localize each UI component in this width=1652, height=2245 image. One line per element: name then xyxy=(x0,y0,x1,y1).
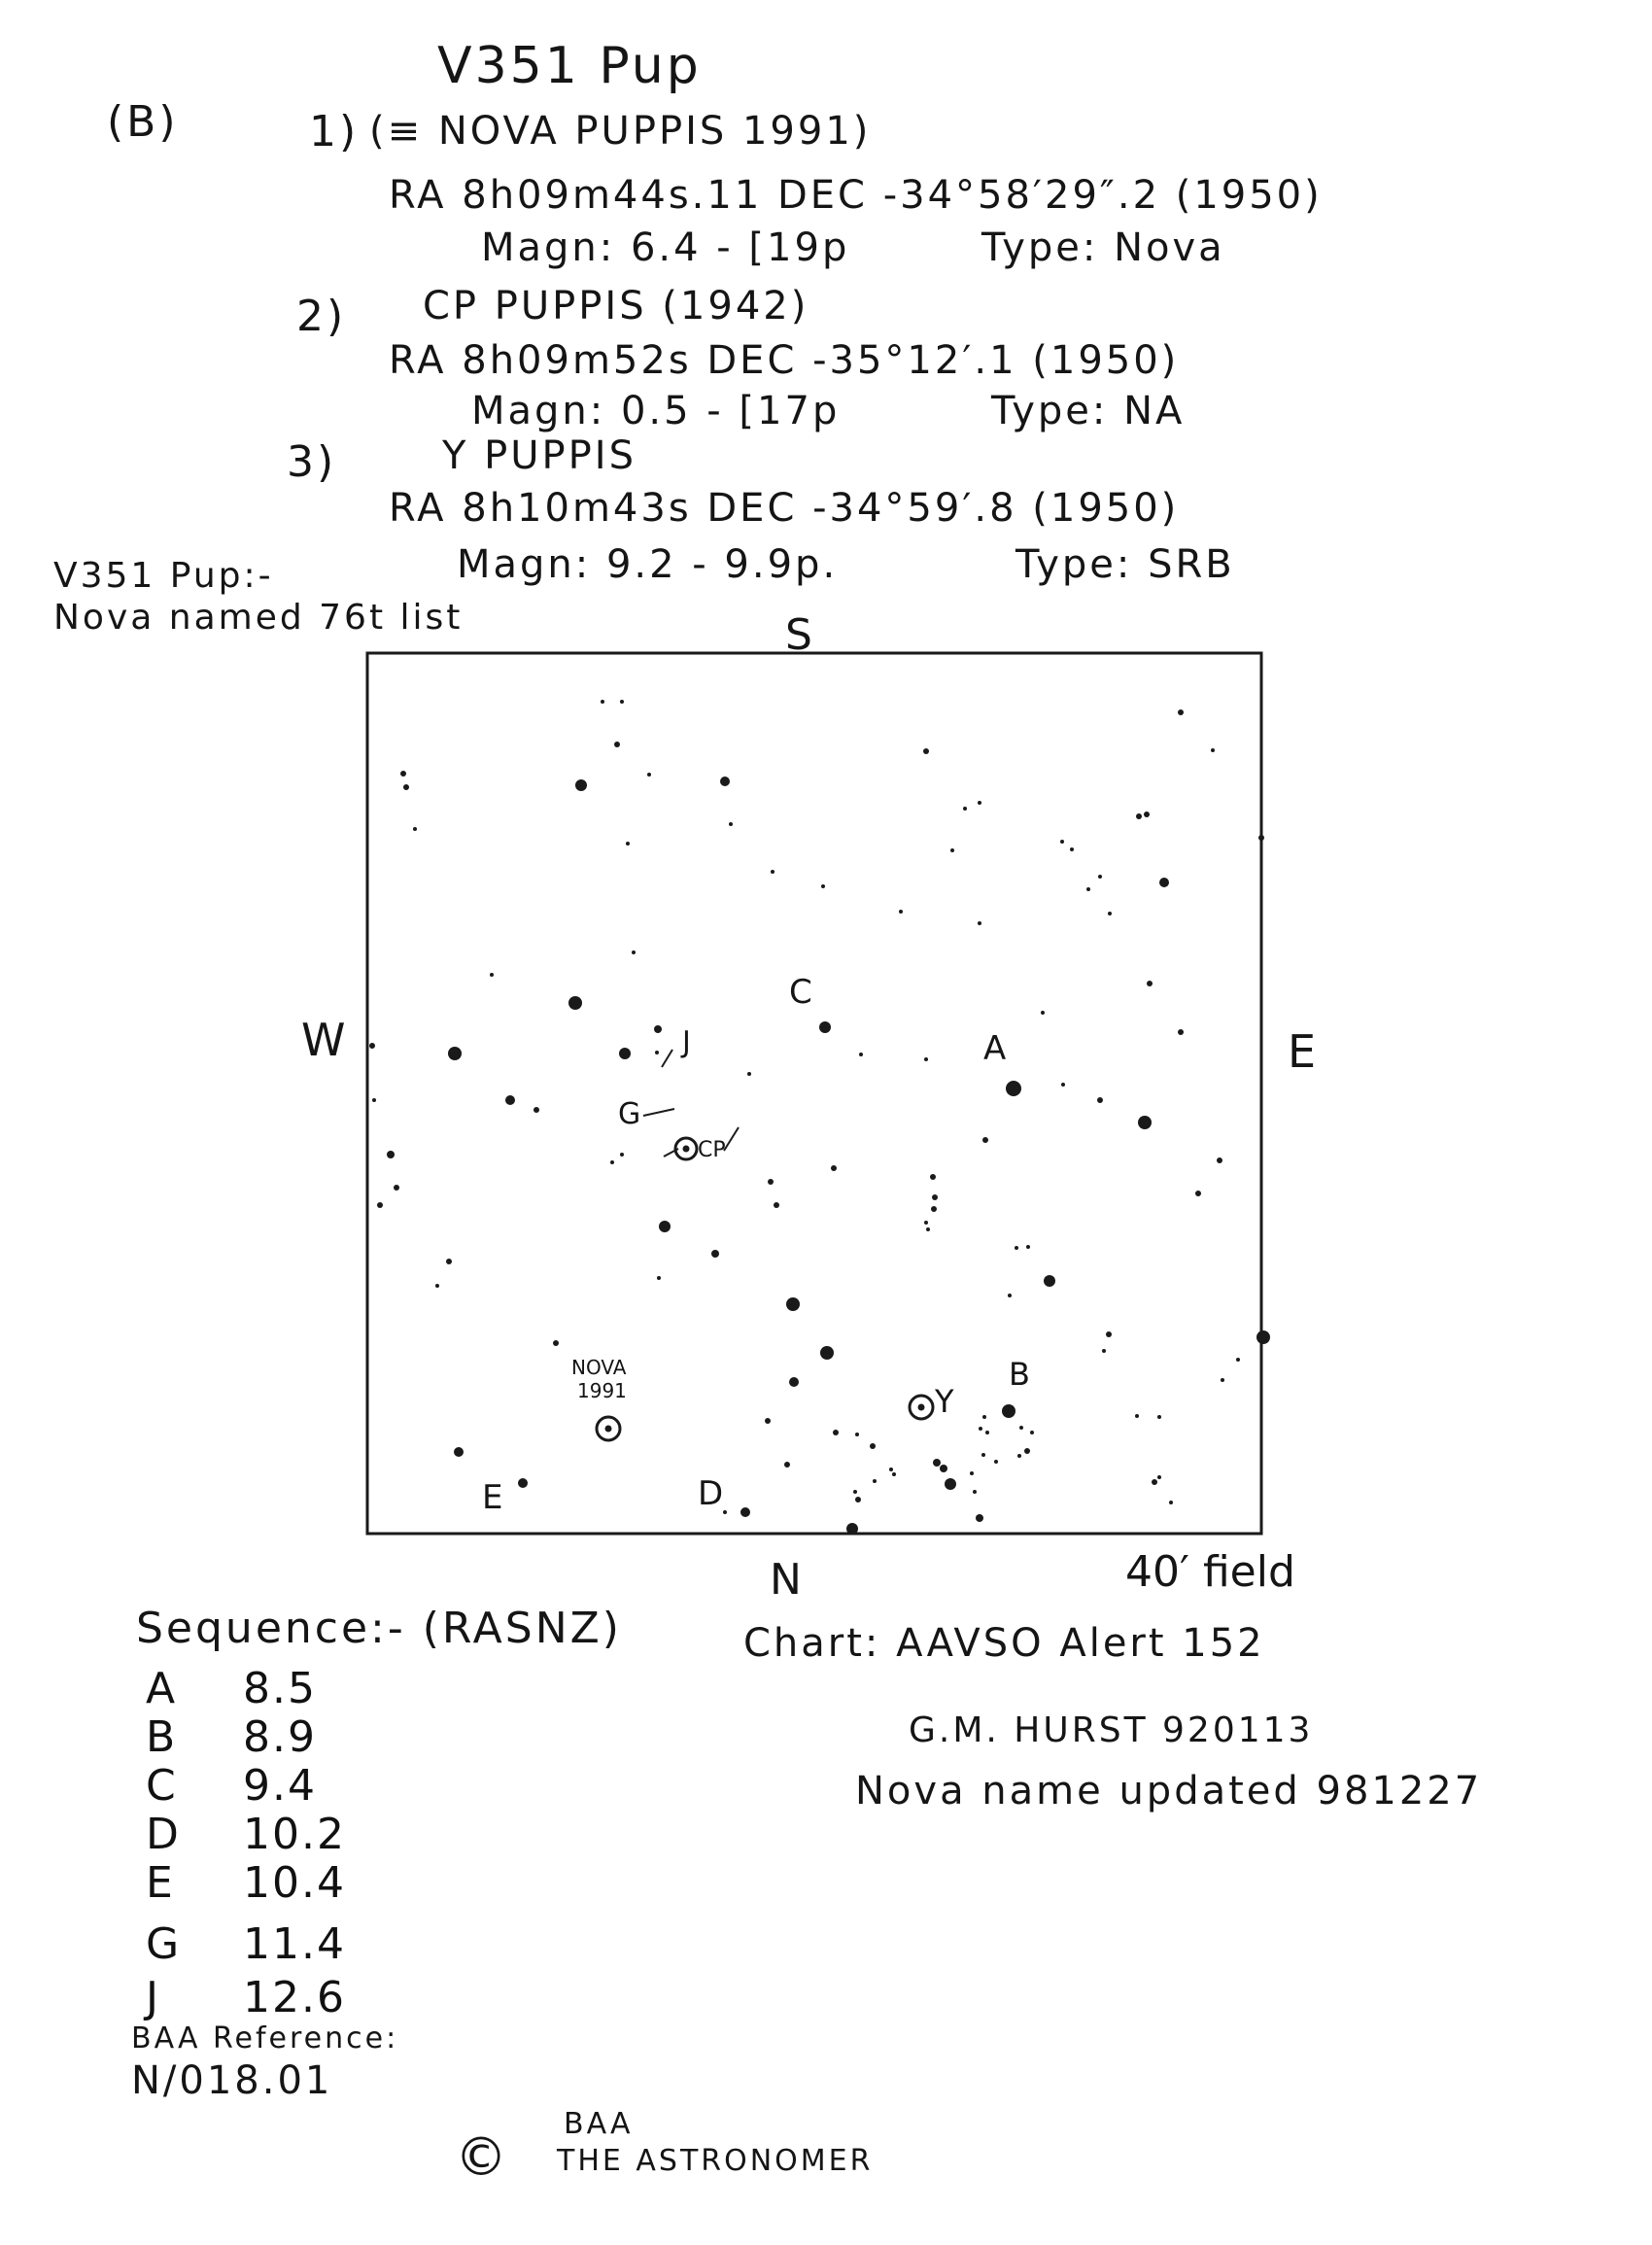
object-2-coords: RA 8h09m52s DEC -35°12′.1 (1950) xyxy=(389,338,1180,383)
star-dot-3 xyxy=(614,742,620,747)
star-dot-20 xyxy=(1098,875,1102,879)
star-label-e: E xyxy=(482,1478,503,1517)
star-dot-29 xyxy=(899,910,903,914)
direction-south-label: S xyxy=(785,610,812,660)
star-dot-98 xyxy=(454,1447,464,1457)
section-label: (B) xyxy=(107,97,179,147)
sequence-mag: 9.4 xyxy=(243,1761,317,1811)
star-dot-48 xyxy=(1097,1097,1103,1103)
star-dot-49 xyxy=(1138,1116,1152,1129)
star-label-a: A xyxy=(983,1029,1007,1068)
star-field xyxy=(369,700,1270,1535)
star-dot-110 xyxy=(973,1490,977,1494)
star-dot-50 xyxy=(982,1137,988,1143)
star-dot-55 xyxy=(372,1098,376,1102)
star-dot-78 xyxy=(786,1297,800,1311)
reference-label: BAA Reference: xyxy=(131,2021,399,2055)
variable-nova-marker xyxy=(597,1417,620,1440)
pointer-mark xyxy=(724,1127,739,1151)
sequence-row-e xyxy=(146,1858,346,1908)
star-dot-42 xyxy=(819,1021,831,1033)
star-dot-54 xyxy=(620,1153,624,1157)
star-dot-74 xyxy=(1015,1246,1018,1250)
star-dot-122 xyxy=(1157,1475,1161,1479)
star-dot-113 xyxy=(853,1490,857,1494)
star-dot-91 xyxy=(985,1431,989,1434)
object-1-name: (≡ NOVA PUPPIS 1991) xyxy=(369,109,872,154)
variable-cp-marker xyxy=(675,1138,697,1159)
star-dot-62 xyxy=(932,1194,938,1200)
star-dot-79 xyxy=(553,1340,559,1346)
star-label-d: D xyxy=(698,1474,724,1513)
star-dot-33 xyxy=(568,996,582,1010)
star-dot-97 xyxy=(1157,1415,1161,1419)
star-dot-107 xyxy=(933,1459,941,1467)
star-dot-60 xyxy=(768,1179,774,1185)
star-dot-1 xyxy=(601,700,604,704)
sequence-row-c xyxy=(146,1761,317,1811)
object-1-coords: RA 8h09m44s.11 DEC -34°58′29″.2 (1950) xyxy=(389,173,1323,218)
star-dot-71 xyxy=(657,1276,661,1280)
star-label-cp: CP xyxy=(698,1138,726,1162)
star-dot-8 xyxy=(720,777,730,786)
object-2-name: CP PUPPIS (1942) xyxy=(423,284,809,328)
star-dot-89 xyxy=(855,1433,859,1436)
star-dot-115 xyxy=(740,1507,750,1517)
star-dot-30 xyxy=(978,921,981,925)
object-3-type: Type: SRB xyxy=(1015,542,1235,587)
star-dot-101 xyxy=(981,1453,985,1457)
star-dot-84 xyxy=(1221,1378,1224,1382)
sequence-mag: 10.2 xyxy=(243,1810,346,1859)
star-dot-34 xyxy=(1147,981,1153,986)
variable-y-marker xyxy=(910,1396,933,1419)
object-2-magnitude: Magn: 0.5 - [17p xyxy=(471,389,841,433)
direction-west-label: W xyxy=(301,1014,346,1066)
star-dot-36 xyxy=(1178,1029,1184,1035)
sequence-mag: 8.5 xyxy=(243,1664,317,1713)
sequence-star: A xyxy=(146,1664,178,1713)
star-dot-19 xyxy=(1070,847,1074,851)
sequence-mag: 10.4 xyxy=(243,1858,346,1908)
star-dot-14 xyxy=(978,801,981,805)
star-dot-31 xyxy=(632,950,636,954)
star-dot-44 xyxy=(859,1053,863,1056)
star-dot-100 xyxy=(1017,1454,1021,1458)
star-dot-13 xyxy=(963,807,967,811)
object-1-number: 1) xyxy=(309,107,360,156)
star-dot-117 xyxy=(1152,1479,1157,1485)
star-dot-87 xyxy=(765,1418,771,1424)
chart-field-frame xyxy=(367,653,1261,1534)
star-dot-86 xyxy=(789,1377,799,1387)
star-dot-15 xyxy=(950,848,954,852)
object-3-magnitude: Magn: 9.2 - 9.9p. xyxy=(457,542,839,587)
star-dot-95 xyxy=(1030,1431,1034,1434)
star-dot-120 xyxy=(846,1523,858,1535)
sequence-star: D xyxy=(146,1810,181,1859)
star-dot-58 xyxy=(377,1202,383,1208)
star-dot-103 xyxy=(994,1460,998,1464)
star-dot-4 xyxy=(400,771,406,777)
star-dot-43 xyxy=(747,1072,751,1076)
star-dot-41 xyxy=(655,1051,659,1054)
star-dot-56 xyxy=(387,1151,395,1158)
star-dot-108 xyxy=(940,1465,947,1472)
copyright-line-1: BAA xyxy=(564,2107,634,2141)
star-dot-18 xyxy=(1060,840,1064,844)
star-dot-53 xyxy=(610,1160,614,1164)
star-dot-92 xyxy=(1002,1404,1015,1418)
star-dot-45 xyxy=(924,1057,928,1061)
star-dot-21 xyxy=(1144,812,1150,817)
field-size-label: 40′ field xyxy=(1125,1547,1295,1597)
star-dot-70 xyxy=(774,1202,779,1208)
star-dot-27 xyxy=(771,870,774,874)
star-dot-96 xyxy=(1135,1414,1139,1418)
star-dot-82 xyxy=(1102,1349,1106,1353)
copyright-line-2: THE ASTRONOMER xyxy=(557,2144,874,2178)
direction-north-label: N xyxy=(770,1555,802,1605)
star-dot-67 xyxy=(1195,1191,1201,1196)
star-dot-64 xyxy=(924,1221,928,1225)
sequence-star: C xyxy=(146,1761,178,1811)
star-dot-73 xyxy=(435,1284,439,1288)
sequence-mag: 8.9 xyxy=(243,1712,317,1762)
sequence-row-a xyxy=(146,1664,317,1713)
star-dot-32 xyxy=(490,973,494,977)
star-dot-6 xyxy=(575,779,587,791)
star-dot-22 xyxy=(1136,813,1142,819)
star-dot-47 xyxy=(1061,1083,1065,1087)
sequence-star: E xyxy=(146,1858,175,1908)
star-dot-12 xyxy=(923,748,929,754)
object-2-number: 2) xyxy=(296,292,347,341)
side-note-line-2: Nova named 76t list xyxy=(53,598,464,638)
star-dot-75 xyxy=(1026,1245,1030,1249)
star-dot-26 xyxy=(1108,912,1112,915)
pointer-g xyxy=(643,1109,674,1116)
star-dot-9 xyxy=(413,827,417,831)
star-dot-51 xyxy=(505,1095,515,1105)
star-dot-66 xyxy=(1217,1157,1222,1163)
star-dot-121 xyxy=(723,1510,727,1514)
star-dot-105 xyxy=(889,1468,893,1471)
star-dot-25 xyxy=(1086,887,1090,891)
star-dot-59 xyxy=(831,1165,837,1171)
star-label-b: B xyxy=(1009,1356,1030,1393)
star-dot-28 xyxy=(821,884,825,888)
star-dot-46 xyxy=(1006,1081,1021,1096)
star-dot-11 xyxy=(626,842,630,846)
nova-label-line-1: NOVA xyxy=(571,1356,627,1379)
side-note-line-1: V351 Pup:- xyxy=(53,556,274,596)
star-label-c: C xyxy=(789,973,812,1012)
star-dot-68 xyxy=(659,1221,671,1232)
star-dot-2 xyxy=(620,700,624,704)
star-dot-94 xyxy=(1019,1426,1023,1430)
star-dot-10 xyxy=(729,822,733,826)
star-dot-72 xyxy=(446,1259,452,1264)
star-dot-88 xyxy=(833,1430,839,1435)
sequence-row-j xyxy=(146,1973,346,2022)
reference-value: N/018.01 xyxy=(131,2058,333,2103)
star-dot-76 xyxy=(1044,1275,1055,1287)
sequence-row-d xyxy=(146,1810,346,1859)
star-dot-77 xyxy=(1008,1294,1012,1297)
star-dot-119 xyxy=(855,1497,861,1502)
star-dot-116 xyxy=(518,1478,528,1488)
sequence-star: G xyxy=(146,1919,182,1969)
star-dot-23 xyxy=(1258,835,1264,841)
star-dot-111 xyxy=(892,1472,896,1476)
star-dot-35 xyxy=(1041,1011,1045,1015)
star-dot-69 xyxy=(711,1250,719,1258)
object-1-type: Type: Nova xyxy=(981,225,1225,270)
object-3-coords: RA 8h10m43s DEC -34°59′.8 (1950) xyxy=(389,486,1180,531)
star-dot-39 xyxy=(619,1048,631,1059)
star-dot-118 xyxy=(1169,1501,1173,1504)
object-1-magnitude: Magn: 6.4 - [19p xyxy=(481,225,850,270)
star-dot-57 xyxy=(394,1185,399,1191)
star-dot-83 xyxy=(1236,1358,1240,1362)
star-dot-104 xyxy=(870,1443,876,1449)
star-label-y: Y xyxy=(935,1383,954,1420)
nova-label-line-2: 1991 xyxy=(577,1379,627,1402)
sequence-title: Sequence:- (RASNZ) xyxy=(136,1604,622,1653)
copyright-symbol: © xyxy=(455,2126,510,2188)
star-dot-63 xyxy=(931,1206,937,1212)
star-dot-17 xyxy=(1211,748,1215,752)
star-dot-80 xyxy=(820,1346,834,1360)
pointer-j xyxy=(662,1050,672,1067)
star-dot-65 xyxy=(926,1227,930,1231)
object-2-type: Type: NA xyxy=(991,389,1186,433)
object-3-name: Y PUPPIS xyxy=(442,433,637,478)
star-dot-106 xyxy=(784,1462,790,1468)
star-dot-109 xyxy=(945,1478,956,1490)
star-dot-52 xyxy=(533,1107,539,1113)
star-dot-114 xyxy=(976,1514,983,1522)
sequence-row-b xyxy=(146,1712,317,1762)
star-dot-38 xyxy=(369,1043,375,1049)
object-3-number: 3) xyxy=(287,437,337,487)
sequence-row-g xyxy=(146,1919,346,1969)
star-name-title: V351 Pup xyxy=(437,37,702,95)
star-dot-93 xyxy=(982,1415,986,1419)
star-dot-7 xyxy=(647,773,651,777)
star-dot-24 xyxy=(1159,878,1169,887)
sequence-mag: 11.4 xyxy=(243,1919,346,1969)
star-dot-61 xyxy=(930,1174,936,1180)
chart-author: G.M. HURST 920113 xyxy=(909,1710,1314,1750)
star-dot-37 xyxy=(448,1047,462,1060)
sequence-star: J xyxy=(146,1973,160,2022)
star-dot-90 xyxy=(979,1427,982,1431)
nova-name-update-note: Nova name updated 981227 xyxy=(855,1769,1483,1813)
star-dot-102 xyxy=(970,1471,974,1475)
star-label-j: J xyxy=(682,1025,691,1059)
star-dot-85 xyxy=(1256,1330,1270,1344)
star-dot-5 xyxy=(403,784,409,790)
chart-source: Chart: AAVSO Alert 152 xyxy=(743,1621,1265,1666)
sequence-star: B xyxy=(146,1712,178,1762)
star-dot-81 xyxy=(1106,1331,1112,1337)
direction-east-label: E xyxy=(1288,1025,1317,1078)
star-label-g: G xyxy=(618,1097,641,1131)
sequence-mag: 12.6 xyxy=(243,1973,346,2022)
star-dot-112 xyxy=(873,1479,877,1483)
star-dot-99 xyxy=(1024,1448,1030,1454)
star-dot-16 xyxy=(1178,709,1184,715)
star-dot-40 xyxy=(654,1025,662,1033)
